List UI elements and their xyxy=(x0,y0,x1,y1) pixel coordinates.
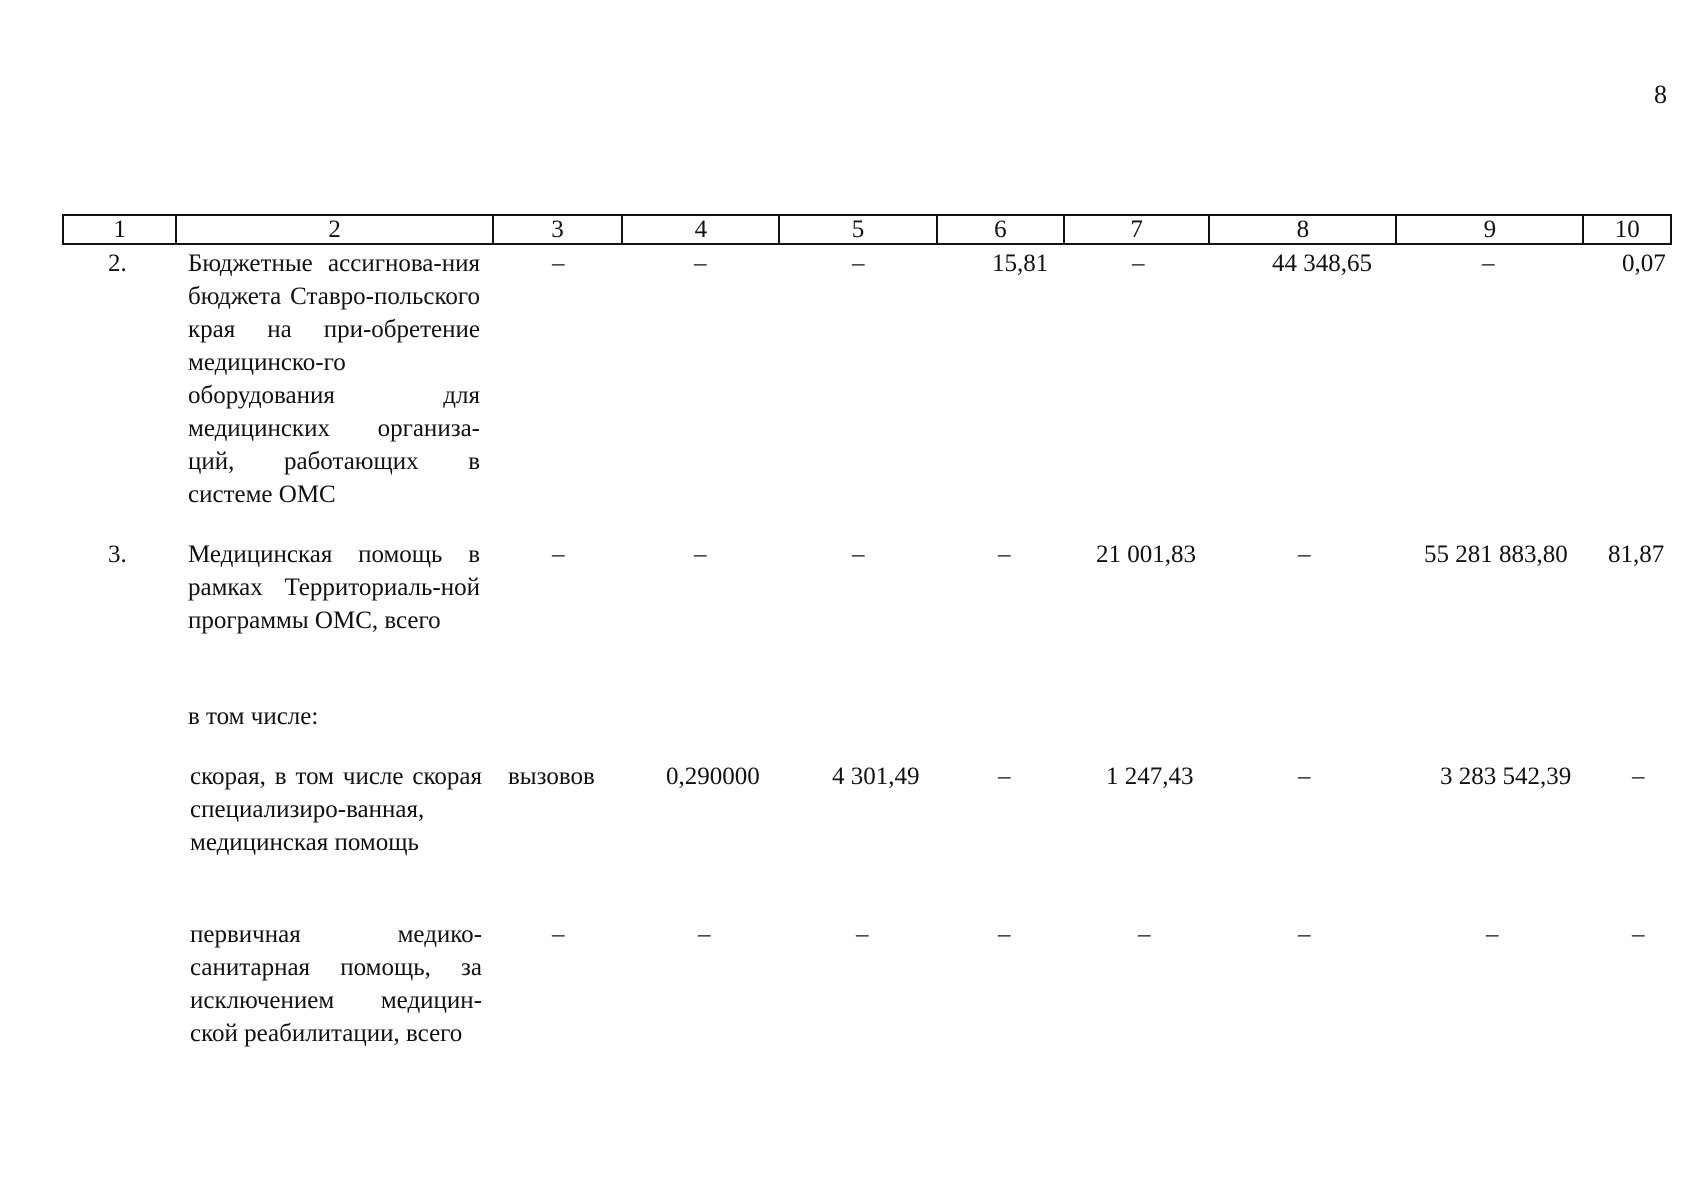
cell-col-5: – xyxy=(856,921,869,948)
cell-col-3: – xyxy=(552,921,565,948)
cell-col-10: – xyxy=(1632,921,1645,948)
cell-col-7: 1 247,43 xyxy=(1106,763,1194,790)
row-label: Бюджетные ассигнова-ния бюджета Ставро-польского края на при-обретение медицинско-го оборудования для медицинских организа-ций, работающих в системе ОМС xyxy=(188,250,480,508)
row-number: 2. xyxy=(108,250,127,277)
cell-col-9: 3 283 542,39 xyxy=(1440,763,1572,790)
cell-col-6: – xyxy=(998,541,1011,568)
header-col-5: 5 xyxy=(780,216,937,243)
cell-col-9: – xyxy=(1482,250,1495,277)
cell-col-3: – xyxy=(552,541,565,568)
cell-col-4: – xyxy=(694,541,707,568)
cell-col-6: – xyxy=(998,921,1011,948)
cell-col-7: – xyxy=(1132,250,1145,277)
header-col-10: 10 xyxy=(1614,216,1640,243)
cell-col-8: 44 348,65 xyxy=(1272,250,1372,277)
header-col-9: 9 xyxy=(1397,216,1584,243)
cell-col-10: 0,07 xyxy=(1622,250,1666,277)
cell-col-5: – xyxy=(852,541,865,568)
cell-col-10: 81,87 xyxy=(1608,541,1665,568)
cell-col-7: 21 001,83 xyxy=(1096,541,1196,568)
header-col-2: 2 xyxy=(177,216,493,243)
cell-col-3: вызовов xyxy=(508,763,595,790)
header-col-8: 8 xyxy=(1210,216,1397,243)
cell-col-5: 4 301,49 xyxy=(832,763,920,790)
cell-col-10: – xyxy=(1632,763,1645,790)
header-col-1: 1 xyxy=(64,216,177,243)
row-label: первичная медико-санитарная помощь, за исключением медицин-ской реабилитации, всего xyxy=(190,921,482,1047)
cell-col-5: – xyxy=(852,250,865,277)
row-label: в том числе: xyxy=(188,703,319,730)
row-label: скорая, в том числе скорая специализиро-ванная, медицинская помощь xyxy=(190,763,482,856)
cell-col-8: – xyxy=(1298,921,1311,948)
row-number: 3. xyxy=(108,541,127,568)
cell-col-9: 55 281 883,80 xyxy=(1424,541,1568,568)
cell-col-7: – xyxy=(1138,921,1151,948)
page-number: 8 xyxy=(1654,80,1667,109)
header-col-3: 3 xyxy=(494,216,623,243)
row-label: Медицинская помощь в рамках Территориаль-ной программы ОМС, всего xyxy=(188,541,480,634)
cell-col-9: – xyxy=(1486,921,1499,948)
cell-col-4: – xyxy=(698,921,711,948)
header-col-6: 6 xyxy=(938,216,1065,243)
header-col-4: 4 xyxy=(623,216,780,243)
header-col-7: 7 xyxy=(1065,216,1210,243)
cell-col-4: – xyxy=(694,250,707,277)
cell-col-6: 15,81 xyxy=(992,250,1049,277)
cell-col-8: – xyxy=(1298,541,1311,568)
cell-col-8: – xyxy=(1298,763,1311,790)
table-header-row xyxy=(62,214,1672,245)
cell-col-6: – xyxy=(998,763,1011,790)
cell-col-4: 0,290000 xyxy=(666,763,760,790)
cell-col-3: – xyxy=(552,250,565,277)
